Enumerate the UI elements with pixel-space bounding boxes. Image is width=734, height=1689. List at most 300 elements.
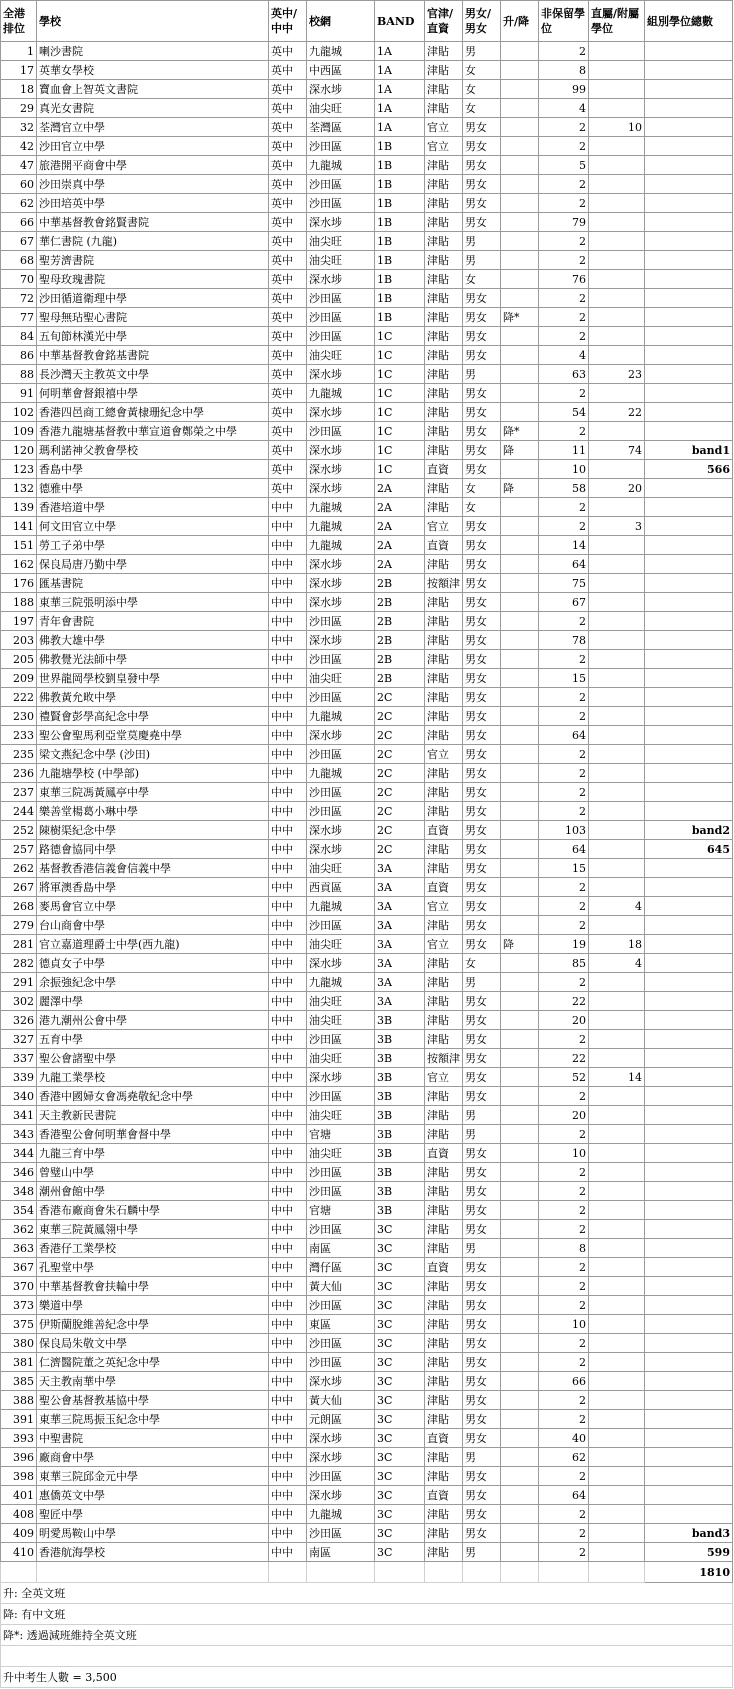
rank-cell: 141 [1,517,37,536]
table-row [1,1258,733,1277]
table-row [1,42,733,61]
non-reserved-cell: 2 [539,308,589,327]
band-total-cell [645,859,733,878]
non-reserved-cell: 2 [539,802,589,821]
band-cell: 3B [375,1125,425,1144]
through-train-cell [589,194,645,213]
gender-cell: 男女 [463,1315,501,1334]
medium-cell: 中中 [269,1391,307,1410]
up-down-cell [501,1524,539,1543]
funding-cell: 津貼 [425,270,463,289]
non-reserved-cell: 2 [539,289,589,308]
up-down-cell [501,878,539,897]
rank-cell: 176 [1,574,37,593]
table-row [1,859,733,878]
band-total-cell: 599 [645,1543,733,1562]
gender-cell: 男女 [463,1068,501,1087]
table-row [1,536,733,555]
medium-cell: 中中 [269,1239,307,1258]
through-train-cell [589,327,645,346]
table-row [1,175,733,194]
band-total-cell [645,365,733,384]
gender-cell: 女 [463,270,501,289]
funding-cell: 津貼 [425,42,463,61]
through-train-cell: 4 [589,954,645,973]
funding-cell: 津貼 [425,251,463,270]
band-cell: 2C [375,707,425,726]
gender-cell: 男女 [463,745,501,764]
school-net-cell: 深水埗 [307,365,375,384]
gender-cell: 男女 [463,175,501,194]
medium-cell: 中中 [269,802,307,821]
band-cell: 3C [375,1334,425,1353]
band-total-cell [645,327,733,346]
school-cell: 佛教覺光法師中學 [37,650,269,669]
band-total-cell [645,574,733,593]
up-down-cell [501,61,539,80]
funding-cell: 津貼 [425,669,463,688]
rank-cell: 339 [1,1068,37,1087]
band-total-cell [645,1448,733,1467]
band-total-cell [645,99,733,118]
table-row [1,517,733,536]
gender-cell: 男女 [463,612,501,631]
through-train-cell [589,555,645,574]
band-cell: 3C [375,1353,425,1372]
non-reserved-cell: 2 [539,251,589,270]
funding-cell: 津貼 [425,1030,463,1049]
medium-cell: 中中 [269,631,307,650]
funding-cell: 津貼 [425,1182,463,1201]
medium-cell: 英中 [269,308,307,327]
gender-cell: 男女 [463,1410,501,1429]
school-cell: 路德會協同中學 [37,840,269,859]
school-cell: 潮州會館中學 [37,1182,269,1201]
band-cell: 1C [375,365,425,384]
rank-cell: 162 [1,555,37,574]
school-net-cell: 九龍城 [307,498,375,517]
rank-cell: 18 [1,80,37,99]
funding-cell: 官立 [425,745,463,764]
up-down-cell [501,536,539,555]
band-cell: 2C [375,745,425,764]
up-down-cell [501,1410,539,1429]
gender-cell: 男女 [463,1429,501,1448]
school-cell: 旅港開平商會中學 [37,156,269,175]
medium-cell: 中中 [269,840,307,859]
gender-cell: 男女 [463,1258,501,1277]
table-row [1,308,733,327]
school-net-cell: 深水埗 [307,954,375,973]
band-total-cell: band1 [645,441,733,460]
funding-cell: 津貼 [425,1524,463,1543]
band-cell: 3B [375,1049,425,1068]
funding-cell: 津貼 [425,156,463,175]
non-reserved-cell: 2 [539,137,589,156]
band-total-cell [645,346,733,365]
band-total-cell [645,1315,733,1334]
medium-cell: 中中 [269,1334,307,1353]
through-train-cell [589,1239,645,1258]
medium-cell: 中中 [269,935,307,954]
school-cell: 沙田培英中學 [37,194,269,213]
school-net-cell: 沙田區 [307,1334,375,1353]
funding-cell: 直資 [425,1144,463,1163]
through-train-cell [589,99,645,118]
band-total-cell [645,422,733,441]
up-down-cell [501,688,539,707]
funding-cell: 直資 [425,1258,463,1277]
non-reserved-cell: 79 [539,213,589,232]
band-cell: 3C [375,1524,425,1543]
band-total-cell [645,1486,733,1505]
through-train-cell [589,460,645,479]
school-net-cell: 九龍城 [307,897,375,916]
funding-cell: 津貼 [425,1087,463,1106]
band-cell: 1C [375,422,425,441]
medium-cell: 中中 [269,821,307,840]
funding-cell: 津貼 [425,859,463,878]
non-reserved-cell: 2 [539,688,589,707]
gender-cell: 男女 [463,441,501,460]
up-down-cell [501,1087,539,1106]
school-cell: 中華基督教會銘基書院 [37,346,269,365]
school-net-cell: 九龍城 [307,707,375,726]
gender-cell: 男 [463,42,501,61]
table-row [1,764,733,783]
rank-cell: 267 [1,878,37,897]
rank-cell: 344 [1,1144,37,1163]
rank-cell: 279 [1,916,37,935]
non-reserved-cell: 2 [539,1391,589,1410]
table-row [1,1087,733,1106]
up-down-cell [501,593,539,612]
rank-cell: 235 [1,745,37,764]
up-down-cell: 降* [501,308,539,327]
up-down-cell [501,1239,539,1258]
school-cell: 香港九龍塘基督教中華宣道會鄭榮之中學 [37,422,269,441]
non-reserved-cell: 2 [539,1163,589,1182]
school-net-cell: 油尖旺 [307,1144,375,1163]
band-cell: 1B [375,232,425,251]
school-cell: 保良局朱敬文中學 [37,1334,269,1353]
funding-cell: 津貼 [425,61,463,80]
table-row [1,1524,733,1543]
funding-cell: 按額津 [425,1049,463,1068]
up-down-cell [501,802,539,821]
rank-cell: 72 [1,289,37,308]
medium-cell: 英中 [269,251,307,270]
through-train-cell [589,916,645,935]
band-total-cell [645,1125,733,1144]
band-total-cell [645,745,733,764]
school-net-cell: 沙田區 [307,194,375,213]
non-reserved-cell: 52 [539,1068,589,1087]
school-net-cell: 深水埗 [307,1429,375,1448]
rank-cell: 233 [1,726,37,745]
table-row [1,1505,733,1524]
school-cell: 五育中學 [37,1030,269,1049]
band-cell: 1B [375,270,425,289]
non-reserved-cell: 2 [539,745,589,764]
school-cell: 香港四邑商工總會黃棣珊紀念中學 [37,403,269,422]
non-reserved-cell: 2 [539,118,589,137]
rank-cell: 91 [1,384,37,403]
gender-cell: 女 [463,498,501,517]
band-cell: 1B [375,213,425,232]
up-down-cell [501,156,539,175]
rank-cell: 398 [1,1467,37,1486]
band-cell: 3A [375,954,425,973]
school-net-cell: 油尖旺 [307,99,375,118]
school-net-cell: 深水埗 [307,726,375,745]
up-down-cell [501,498,539,517]
gender-cell: 女 [463,80,501,99]
school-cell: 聖母玫瑰書院 [37,270,269,289]
school-net-cell: 九龍城 [307,42,375,61]
non-reserved-cell: 2 [539,422,589,441]
school-net-cell: 九龍城 [307,764,375,783]
through-train-cell [589,1087,645,1106]
non-reserved-cell: 2 [539,1201,589,1220]
band-total-cell [645,1182,733,1201]
table-row [1,650,733,669]
school-cell: 香港中國婦女會馮堯敬紀念中學 [37,1087,269,1106]
gender-cell: 男女 [463,422,501,441]
up-down-cell [501,1467,539,1486]
table-row [1,1429,733,1448]
table-row [1,878,733,897]
through-train-cell [589,1429,645,1448]
gender-cell: 男女 [463,1353,501,1372]
school-net-cell: 沙田區 [307,1163,375,1182]
rank-cell: 373 [1,1296,37,1315]
non-reserved-cell: 2 [539,1410,589,1429]
gender-cell: 男 [463,1106,501,1125]
medium-cell: 中中 [269,859,307,878]
through-train-cell [589,1277,645,1296]
medium-cell: 中中 [269,1087,307,1106]
rank-cell: 244 [1,802,37,821]
band-cell: 3C [375,1391,425,1410]
school-net-cell: 深水埗 [307,403,375,422]
through-train-cell [589,1011,645,1030]
gender-cell: 男女 [463,783,501,802]
school-cell: 世界龍岡學校劉皇發中學 [37,669,269,688]
up-down-cell [501,213,539,232]
band-total-cell [645,384,733,403]
funding-cell: 津貼 [425,1106,463,1125]
students-row [1,1667,733,1688]
band-cell: 2C [375,802,425,821]
header-band: BAND [375,1,425,42]
through-train-cell [589,80,645,99]
through-train-cell [589,308,645,327]
non-reserved-cell: 2 [539,1125,589,1144]
medium-cell: 中中 [269,897,307,916]
medium-cell: 英中 [269,346,307,365]
through-train-cell [589,973,645,992]
gender-cell: 男女 [463,555,501,574]
gender-cell: 男女 [463,1467,501,1486]
funding-cell: 官立 [425,935,463,954]
rank-cell: 197 [1,612,37,631]
band-total-cell [645,1144,733,1163]
through-train-cell [589,574,645,593]
band-total-cell [645,802,733,821]
table-row [1,80,733,99]
medium-cell: 英中 [269,118,307,137]
rank-cell: 205 [1,650,37,669]
through-train-cell [589,859,645,878]
band-cell: 1B [375,251,425,270]
table-row [1,460,733,479]
through-train-cell [589,1543,645,1562]
school-net-cell: 油尖旺 [307,1049,375,1068]
school-cell: 聖芳濟書院 [37,251,269,270]
rank-cell: 47 [1,156,37,175]
school-cell: 曾璧山中學 [37,1163,269,1182]
gender-cell: 男女 [463,403,501,422]
medium-cell: 英中 [269,422,307,441]
funding-cell: 官立 [425,517,463,536]
funding-cell: 津貼 [425,802,463,821]
table-row [1,631,733,650]
band-cell: 3B [375,1030,425,1049]
non-reserved-cell: 76 [539,270,589,289]
band-cell: 3B [375,1106,425,1125]
through-train-cell [589,1505,645,1524]
through-train-cell [589,156,645,175]
note-row [1,1583,733,1604]
rank-cell: 262 [1,859,37,878]
gender-cell: 男女 [463,1163,501,1182]
medium-cell: 中中 [269,536,307,555]
up-down-cell [501,194,539,213]
band-total-cell [645,593,733,612]
table-row [1,289,733,308]
gender-cell: 男女 [463,156,501,175]
school-cell: 香港航海學校 [37,1543,269,1562]
up-down-cell [501,992,539,1011]
through-train-cell [589,1163,645,1182]
band-total-cell [645,1391,733,1410]
table-row [1,346,733,365]
table-row [1,935,733,954]
gender-cell: 男女 [463,650,501,669]
band-cell: 1A [375,99,425,118]
non-reserved-cell: 2 [539,1258,589,1277]
medium-cell: 英中 [269,137,307,156]
band-total-cell [645,61,733,80]
table-row [1,1467,733,1486]
rank-cell: 84 [1,327,37,346]
school-cell: 天主教南華中學 [37,1372,269,1391]
band-cell: 3C [375,1296,425,1315]
non-reserved-cell: 2 [539,1277,589,1296]
school-cell: 陳樹渠紀念中學 [37,821,269,840]
gender-cell: 男女 [463,1182,501,1201]
band-total-cell [645,1163,733,1182]
school-cell: 勞工子弟中學 [37,536,269,555]
non-reserved-cell: 2 [539,1220,589,1239]
funding-cell: 津貼 [425,1163,463,1182]
rank-cell: 340 [1,1087,37,1106]
up-down-cell [501,954,539,973]
medium-cell: 中中 [269,574,307,593]
medium-cell: 中中 [269,1220,307,1239]
rank-cell: 236 [1,764,37,783]
school-net-cell: 沙田區 [307,802,375,821]
up-down-cell [501,783,539,802]
through-train-cell [589,1030,645,1049]
medium-cell: 英中 [269,42,307,61]
band-cell: 1B [375,156,425,175]
table-row [1,1353,733,1372]
school-net-cell: 東區 [307,1315,375,1334]
through-train-cell [589,1315,645,1334]
medium-cell: 英中 [269,441,307,460]
school-cell: 沙田循道衛理中學 [37,289,269,308]
gender-cell: 男女 [463,707,501,726]
medium-cell: 中中 [269,1467,307,1486]
funding-cell: 津貼 [425,213,463,232]
table-row [1,593,733,612]
band-cell: 2C [375,726,425,745]
gender-cell: 女 [463,479,501,498]
empty-row [1,1646,733,1667]
medium-cell: 中中 [269,726,307,745]
band-total-cell [645,175,733,194]
non-reserved-cell: 63 [539,365,589,384]
school-cell: 港九潮州公會中學 [37,1011,269,1030]
up-down-cell [501,1448,539,1467]
funding-cell: 津貼 [425,99,463,118]
up-down-cell: 降 [501,441,539,460]
table-row [1,1543,733,1562]
school-net-cell: 黃大仙 [307,1277,375,1296]
gender-cell: 男女 [463,821,501,840]
school-net-cell: 沙田區 [307,308,375,327]
band-total-cell [645,954,733,973]
school-cell: 九龍塘學校 (中學部) [37,764,269,783]
grand-total-row [1,1562,733,1583]
band-cell: 1C [375,460,425,479]
up-down-cell [501,1030,539,1049]
funding-cell: 津貼 [425,1391,463,1410]
gender-cell: 男女 [463,308,501,327]
funding-cell: 津貼 [425,1543,463,1562]
gender-cell: 男女 [463,1030,501,1049]
non-reserved-cell: 40 [539,1429,589,1448]
band-total-cell [645,137,733,156]
funding-cell: 津貼 [425,403,463,422]
school-cell: 瑪利諾神父教會學校 [37,441,269,460]
school-net-cell: 深水埗 [307,631,375,650]
band-total-cell [645,1277,733,1296]
gender-cell: 男女 [463,346,501,365]
up-down-cell [501,270,539,289]
funding-cell: 津貼 [425,441,463,460]
school-cell: 伊斯蘭脫維善紀念中學 [37,1315,269,1334]
band-cell: 1C [375,346,425,365]
funding-cell: 津貼 [425,346,463,365]
medium-cell: 中中 [269,992,307,1011]
rank-cell: 302 [1,992,37,1011]
school-net-cell: 沙田區 [307,612,375,631]
table-row [1,1296,733,1315]
funding-cell: 津貼 [425,1353,463,1372]
